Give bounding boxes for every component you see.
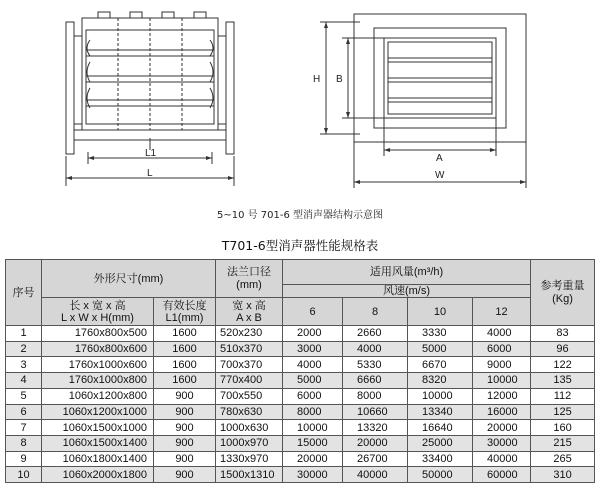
header-speed-12: 12: [473, 298, 531, 326]
cell-dimensions: 1760x800x500: [42, 326, 154, 342]
cell-effective-length: 1600: [154, 357, 216, 373]
cell-flange-size: 520x230: [216, 326, 283, 342]
cell-airflow-10: 50000: [408, 467, 473, 483]
cell-airflow-10: 25000: [408, 435, 473, 451]
cell-flange-size: 1000x630: [216, 420, 283, 436]
cell-airflow-6: 3000: [283, 341, 343, 357]
drawing-svg: [0, 0, 600, 200]
header-weight: [531, 260, 595, 326]
cell-airflow-10: 3330: [408, 326, 473, 342]
cell-no: 9: [6, 451, 42, 467]
cell-airflow-12: 9000: [473, 357, 531, 373]
cell-effective-length: 900: [154, 435, 216, 451]
cell-weight: 160: [531, 420, 595, 436]
cell-airflow-8: 2660: [343, 326, 408, 342]
cell-airflow-8: 6660: [343, 373, 408, 389]
cell-airflow-6: 10000: [283, 420, 343, 436]
table-row: [6, 435, 595, 451]
header-weight-label: 参考重量: [540, 280, 585, 293]
cell-flange-size: 1500x1310: [216, 467, 283, 483]
cell-weight: 265: [531, 451, 595, 467]
cell-flange-size: 780x630: [216, 404, 283, 420]
cell-weight: 125: [531, 404, 595, 420]
cell-flange-size: 770x400: [216, 373, 283, 389]
cell-airflow-12: 12000: [473, 388, 531, 404]
table-header: [6, 260, 595, 326]
cell-airflow-6: 6000: [283, 388, 343, 404]
cell-airflow-12: 40000: [473, 451, 531, 467]
cell-no: 7: [6, 420, 42, 436]
cell-airflow-10: 33400: [408, 451, 473, 467]
cell-airflow-6: 2000: [283, 326, 343, 342]
dim-label-h: H: [313, 74, 321, 85]
cell-airflow-8: 4000: [343, 341, 408, 357]
header-flange-label: 法兰口径: [227, 266, 271, 279]
header-l1: [154, 298, 216, 326]
cell-dimensions: 1060x1200x1000: [42, 404, 154, 420]
cell-airflow-12: 60000: [473, 467, 531, 483]
dim-label-a: A: [436, 153, 443, 164]
cell-airflow-6: 5000: [283, 373, 343, 389]
cell-airflow-12: 10000: [473, 373, 531, 389]
cell-no: 10: [6, 467, 42, 483]
cell-weight: 112: [531, 388, 595, 404]
cell-airflow-10: 13340: [408, 404, 473, 420]
header-axb: [216, 298, 283, 326]
header-airflow: 适用风量(m³/h): [283, 260, 531, 285]
cell-no: 1: [6, 326, 42, 342]
table-row: [6, 373, 595, 389]
dim-label-w: W: [435, 170, 445, 181]
cell-airflow-10: 8320: [408, 373, 473, 389]
cell-dimensions: 1060x1500x1000: [42, 420, 154, 436]
header-wind-speed: 风速(m/s): [283, 285, 531, 298]
cell-weight: 135: [531, 373, 595, 389]
cell-no: 3: [6, 357, 42, 373]
cell-airflow-10: 10000: [408, 388, 473, 404]
cell-effective-length: 900: [154, 451, 216, 467]
cell-airflow-12: 6000: [473, 341, 531, 357]
cell-effective-length: 900: [154, 420, 216, 436]
cell-dimensions: 1060x1200x800: [42, 388, 154, 404]
cell-airflow-6: 4000: [283, 357, 343, 373]
header-lwh-line2: L x W x H(mm): [61, 311, 134, 324]
cell-airflow-8: 26700: [343, 451, 408, 467]
header-flange: [216, 260, 283, 298]
side-view: [66, 12, 234, 186]
cell-dimensions: 1060x2000x1800: [42, 467, 154, 483]
table-row: [6, 404, 595, 420]
header-outer-size: 外形尺寸(mm): [42, 260, 216, 298]
cell-effective-length: 1600: [154, 341, 216, 357]
cell-flange-size: 1330x970: [216, 451, 283, 467]
cell-weight: 310: [531, 467, 595, 483]
table-row: [6, 467, 595, 483]
cell-airflow-6: 30000: [283, 467, 343, 483]
header-axb-line1: 宽 x 高: [232, 299, 266, 312]
cell-dimensions: 1060x1800x1400: [42, 451, 154, 467]
cell-airflow-6: 15000: [283, 435, 343, 451]
cell-weight: 83: [531, 326, 595, 342]
dim-label-l1: L1: [145, 148, 157, 159]
front-view: [320, 14, 526, 188]
cell-airflow-10: 16640: [408, 420, 473, 436]
header-weight-unit: (Kg): [552, 292, 573, 305]
table-row: [6, 341, 595, 357]
cell-effective-length: 900: [154, 404, 216, 420]
cell-no: 4: [6, 373, 42, 389]
cell-no: 8: [6, 435, 42, 451]
cell-airflow-12: 4000: [473, 326, 531, 342]
cell-airflow-6: 8000: [283, 404, 343, 420]
cell-airflow-12: 16000: [473, 404, 531, 420]
cell-airflow-12: 30000: [473, 435, 531, 451]
cell-weight: 122: [531, 357, 595, 373]
cell-effective-length: 900: [154, 467, 216, 483]
cell-airflow-10: 5000: [408, 341, 473, 357]
cell-airflow-8: 8000: [343, 388, 408, 404]
cell-effective-length: 1600: [154, 373, 216, 389]
cell-flange-size: 1000x970: [216, 435, 283, 451]
cell-dimensions: 1760x1000x600: [42, 357, 154, 373]
cell-airflow-8: 5330: [343, 357, 408, 373]
cell-airflow-8: 20000: [343, 435, 408, 451]
cell-weight: 96: [531, 341, 595, 357]
cell-airflow-8: 13320: [343, 420, 408, 436]
cell-airflow-8: 10660: [343, 404, 408, 420]
header-flange-unit: (mm): [236, 278, 262, 291]
header-speed-6: 6: [283, 298, 343, 326]
cell-dimensions: 1760x1000x800: [42, 373, 154, 389]
structure-drawing: [0, 0, 600, 200]
header-l1-line1: 有效长度: [162, 299, 207, 312]
cell-dimensions: 1060x1500x1400: [42, 435, 154, 451]
drawing-caption: 5~10 号 701-6 型消声器结构示意图: [216, 210, 384, 221]
table-row: [6, 357, 595, 373]
cell-no: 2: [6, 341, 42, 357]
header-lwh: [42, 298, 154, 326]
table-title: T701-6型消声器性能规格表: [221, 238, 379, 253]
table-row: [6, 388, 595, 404]
spec-table: [5, 259, 595, 483]
header-speed-8: 8: [343, 298, 408, 326]
header-l1-line2: L1(mm): [165, 311, 204, 324]
header-lwh-line1: 长 x 宽 x 高: [69, 299, 126, 312]
dim-label-b: B: [336, 74, 343, 85]
table-row: [6, 451, 595, 467]
cell-airflow-8: 40000: [343, 467, 408, 483]
cell-dimensions: 1760x800x600: [42, 341, 154, 357]
cell-airflow-6: 20000: [283, 451, 343, 467]
cell-effective-length: 900: [154, 388, 216, 404]
cell-effective-length: 1600: [154, 326, 216, 342]
cell-flange-size: 700x370: [216, 357, 283, 373]
header-axb-line2: A x B: [236, 311, 262, 324]
dim-label-l: L: [147, 168, 153, 179]
cell-no: 5: [6, 388, 42, 404]
cell-airflow-12: 20000: [473, 420, 531, 436]
cell-airflow-10: 6670: [408, 357, 473, 373]
header-speed-10: 10: [408, 298, 473, 326]
table-row: [6, 420, 595, 436]
cell-flange-size: 700x550: [216, 388, 283, 404]
table-body: [6, 326, 595, 483]
cell-no: 6: [6, 404, 42, 420]
cell-weight: 215: [531, 435, 595, 451]
cell-flange-size: 510x370: [216, 341, 283, 357]
header-no: 序号: [6, 260, 42, 326]
table-row: [6, 326, 595, 342]
